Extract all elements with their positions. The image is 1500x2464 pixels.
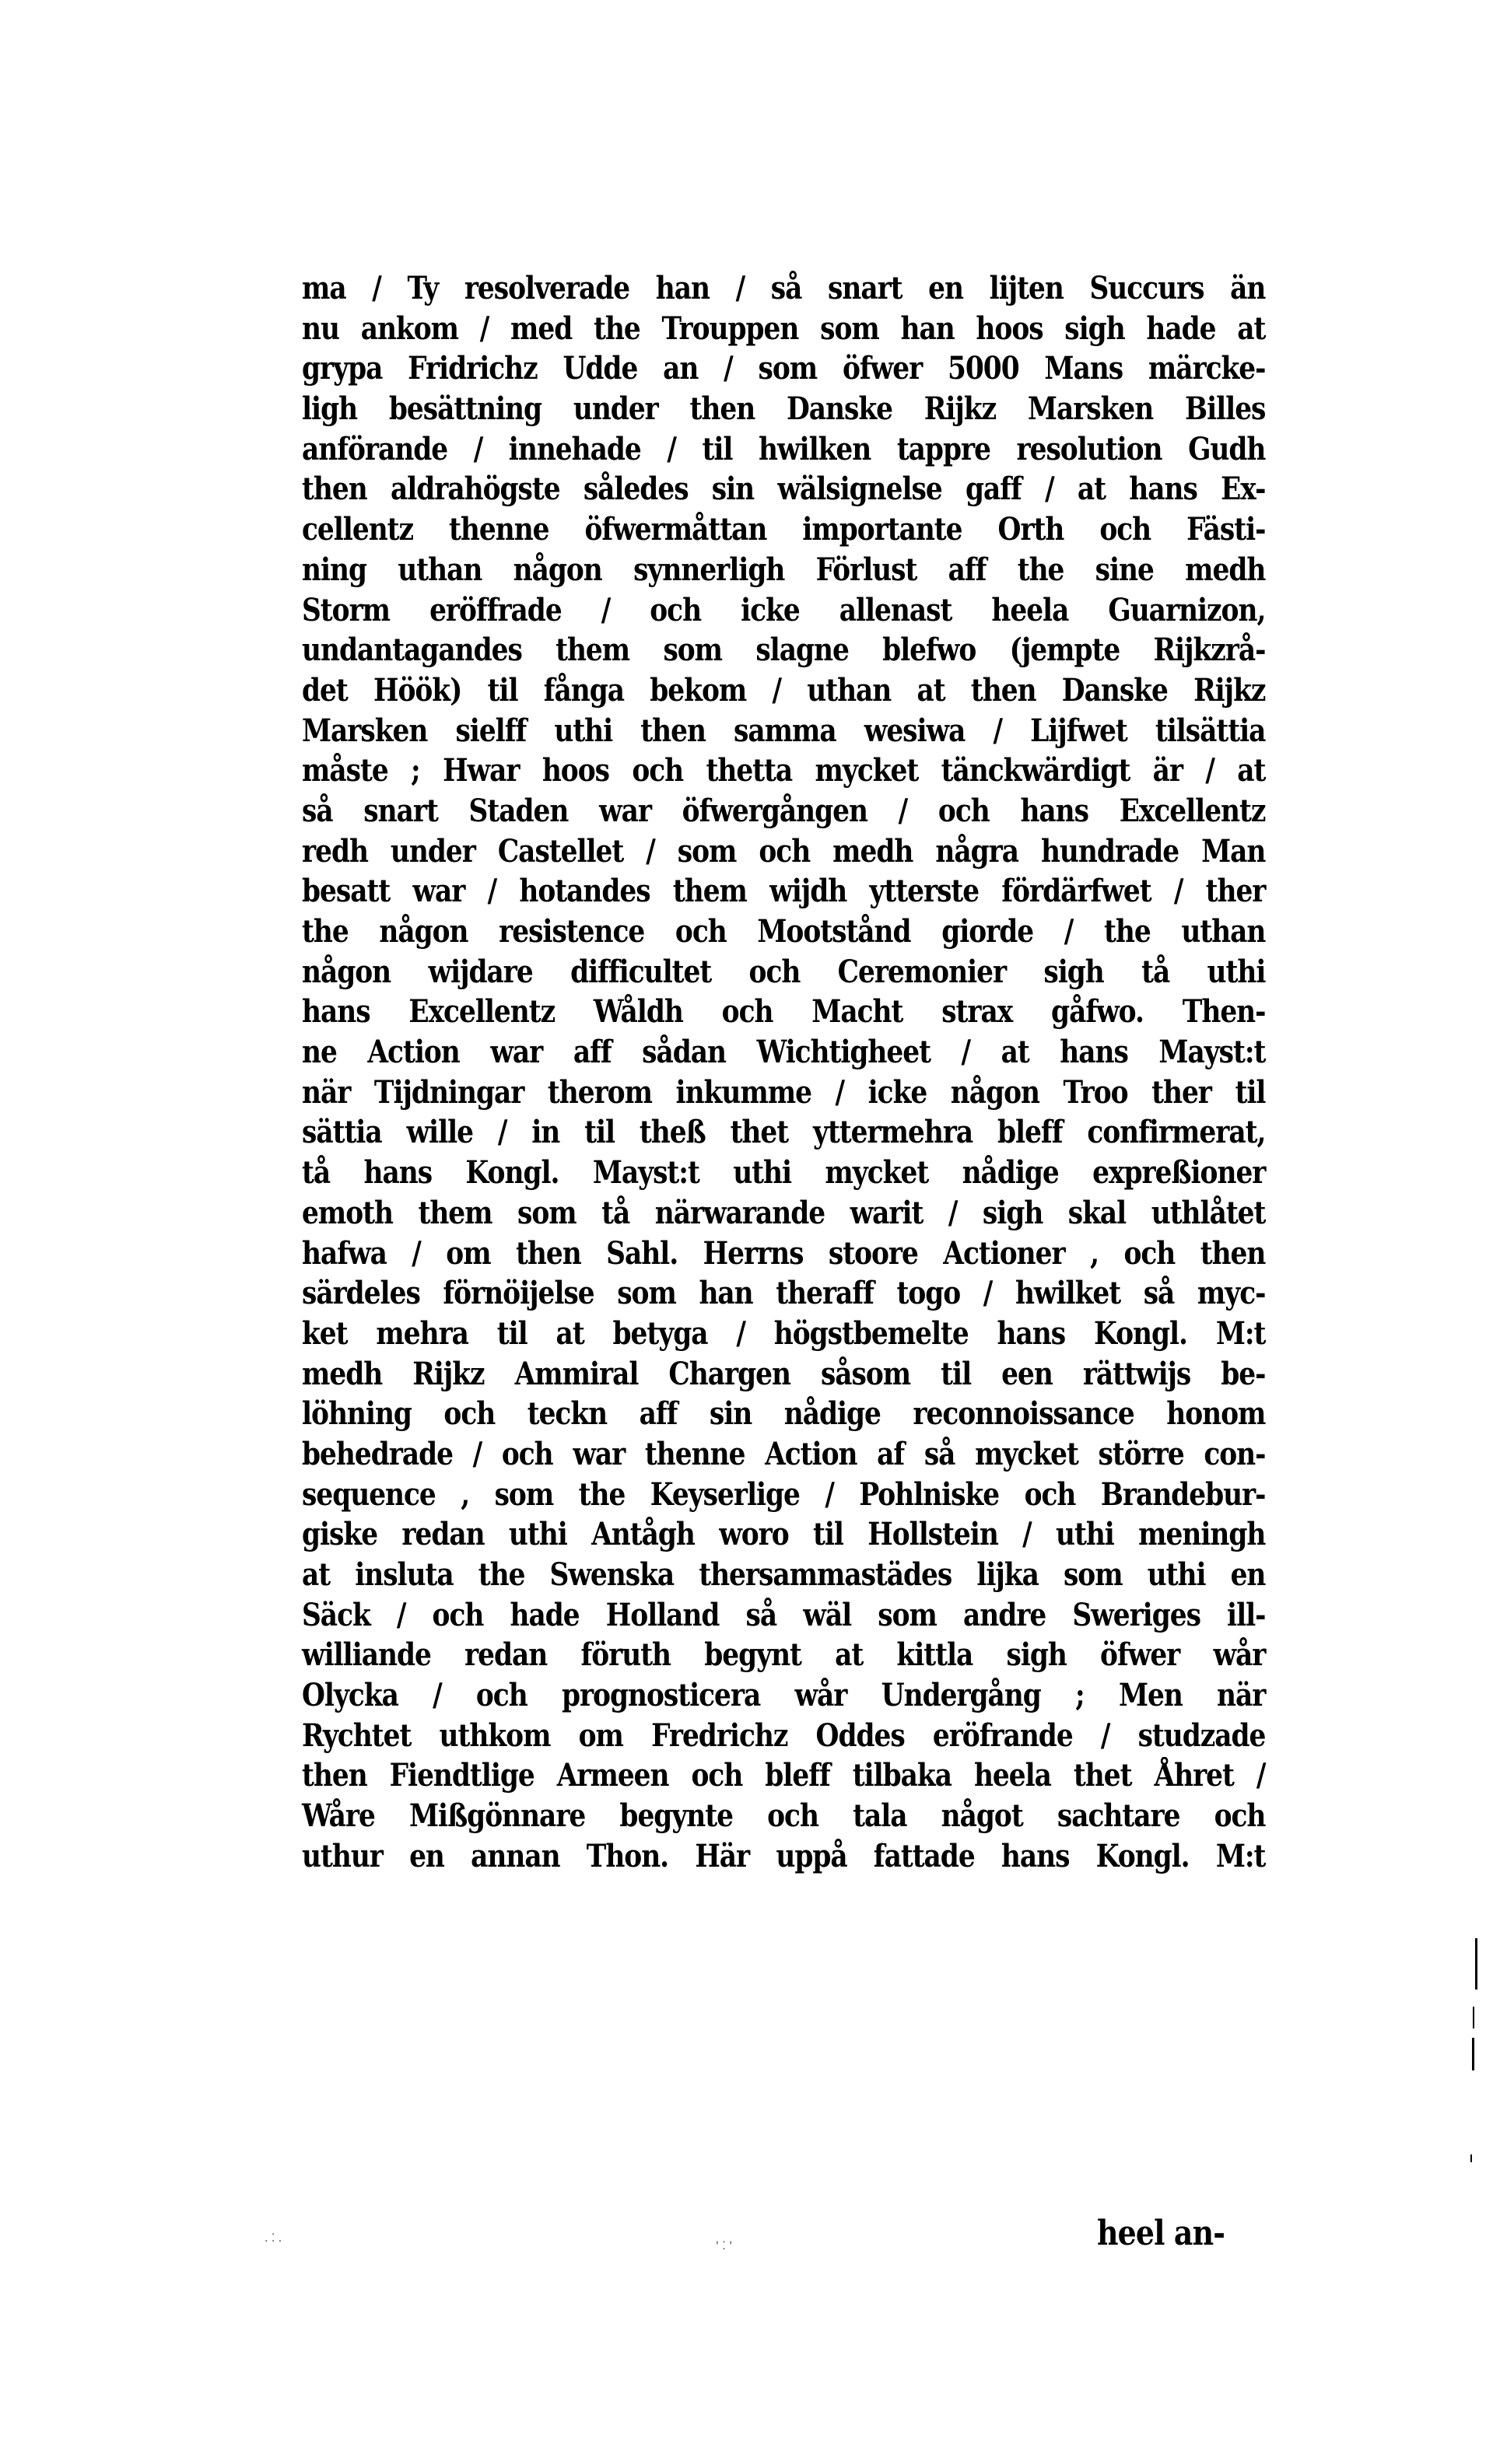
catchword: heel an- xyxy=(1097,2214,1225,2253)
text-line: williande redan föruth begynt at kittla sigh öfwer wår xyxy=(302,1636,1266,1674)
text-line: det Höök) til fånga bekom / uthan at then Danske Rijkz xyxy=(302,671,1266,709)
text-line: ning uthan någon synnerligh Förlust aff the sine medh xyxy=(302,551,1266,588)
text-line: ket mehra til at betyga / högstbemelte hans Kongl. M:t xyxy=(302,1314,1266,1352)
text-line: när Tijdningar therom inkumme / icke någon Troo ther til xyxy=(302,1073,1266,1111)
text-line: Wåre Mißgönnare begynte och tala något sachtare och xyxy=(302,1797,1266,1835)
text-line: hafwa / om then Sahl. Herrns stoore Actioner , och then xyxy=(302,1234,1266,1272)
text-line: Säck / och hade Holland så wäl som andre Sweriges ill- xyxy=(302,1596,1266,1633)
scan-margin-mark xyxy=(1473,2007,1474,2028)
text-line: så snart Staden war öfwergången / och hans Excellentz xyxy=(302,792,1266,829)
scan-margin-mark xyxy=(1470,2154,1472,2162)
text-line: then Fiendtlige Armeen och bleff tilbaka heela thet Åhret / xyxy=(302,1757,1266,1794)
text-line: tå hans Kongl. Mayst:t uthi mycket nådige expreßioner xyxy=(302,1154,1266,1192)
text-line: redh under Castellet / som och medh några hundrade Man xyxy=(302,832,1266,870)
text-line: giske redan uthi Antågh woro til Hollstein / uthi meningh xyxy=(302,1516,1266,1553)
text-line: sättia wille / in til theß thet yttermehra bleff confirmerat, xyxy=(302,1114,1266,1151)
text-line: nu ankom / med the Trouppen som han hoos sigh hade at xyxy=(302,310,1266,347)
text-line: löhning och teckn aff sin nådige reconnoissance honom xyxy=(302,1395,1266,1433)
text-line: grypa Fridrichz Udde an / som öfwer 5000 Mans märcke- xyxy=(302,350,1266,387)
text-line: cellentz thenne öfwermåttan importante Orth och Fästi- xyxy=(302,511,1266,548)
text-line: behedrade / och war thenne Action af så mycket större con- xyxy=(302,1435,1266,1472)
text-line: Olycka / och prognosticera wår Undergång ; Men när xyxy=(302,1677,1266,1714)
text-line: Storm eröffrade / och icke allenast heela Guarnizon, xyxy=(302,591,1266,628)
text-line: ne Action war aff sådan Wichtigheet / at hans Mayst:t xyxy=(302,1034,1266,1071)
text-line: ma / Ty resolverade han / så snart en lijten Succurs än xyxy=(302,270,1266,306)
text-line: Rychtet uthkom om Fredrichz Oddes eröfrande / studzade xyxy=(302,1717,1266,1754)
text-line: emoth them som tå närwarande warit / sigh skal uthlåtet xyxy=(302,1194,1266,1231)
text-line: sequence , som the Keyserlige / Pohlniske och Brandebur- xyxy=(302,1475,1266,1513)
scan-margin-mark xyxy=(1472,2038,1474,2070)
scan-margin-mark xyxy=(1475,1938,1477,1990)
scan-speck: ' ⁚ ' xyxy=(716,2240,733,2252)
text-line: at insluta the Swenska thersammastädes lijka som uthi en xyxy=(302,1556,1266,1593)
text-line: särdeles förnöijelse som han theraff togo / hwilket så myc- xyxy=(302,1275,1266,1312)
text-line: besatt war / hotandes them wijdh ytterste fördärfwet / ther xyxy=(302,873,1266,910)
text-line: the någon resistence och Mootstånd giorde / the uthan xyxy=(302,913,1266,950)
text-line: ligh besättning under then Danske Rijkz Marsken Billes xyxy=(302,390,1266,428)
scan-speck: . ⁚ . xyxy=(265,2232,282,2245)
text-line: then aldrahögste således sin wälsignelse gaff / at hans Ex- xyxy=(302,471,1266,508)
text-line: anförande / innehade / til hwilken tappre resolution Gudh xyxy=(302,430,1266,467)
body-text-block xyxy=(302,268,1267,1877)
text-line: Marsken sielff uthi then samma wesiwa / Lijfwet tilsättia xyxy=(302,712,1266,749)
text-line: medh Rijkz Ammiral Chargen såsom til een rättwijs be- xyxy=(302,1355,1266,1392)
text-line: hans Excellentz Wåldh och Macht strax gåfwo. Then- xyxy=(302,993,1266,1031)
text-line: måste ; Hwar hoos och thetta mycket tänckwärdigt är / at xyxy=(302,752,1266,789)
text-line: uthur en annan Thon. Här uppå fattade hans Kongl. M:t xyxy=(302,1837,1266,1874)
text-line: någon wijdare difficultet och Ceremonier sigh tå uthi xyxy=(302,953,1266,990)
text-line: undantagandes them som slagne blefwo (jempte Rijkzrå- xyxy=(302,632,1266,669)
